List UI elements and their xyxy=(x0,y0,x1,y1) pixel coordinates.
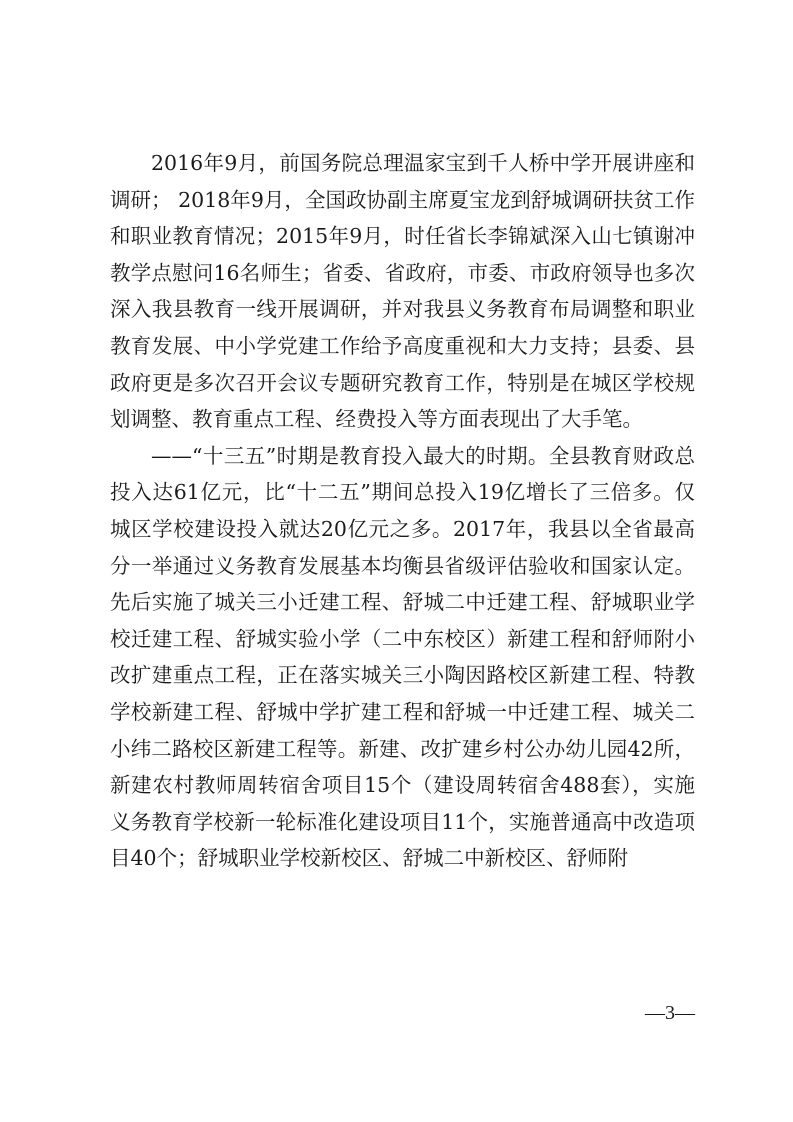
paragraph-education-investment: ——“十三五”时期是教育投入最大的时期。全县教育财政总投入达61亿元，比“十二五”期间总投入19亿增长了三倍多。仅城区学校建设投入就达20亿元之多。2017年，我县以全省最高分一举通过义务教育发展基本均衡县省级评估验收和国家认定。先后实施了城关三小迁建工程、舒城二中迁建工程、舒城职业学校迁建工程、舒城实验小学（二中东校区）新建工程和舒师附小改扩建重点工程，正在落实城关三小陶因路校区新建工程、特教学校新建工程、舒城中学扩建工程和舒城一中迁建工程、城关二小纬二路校区新建工程等。新建、改扩建乡村公办幼儿园42所，新建农村教师周转宿舍项目15个（建设周转宿舍488套），实施义务教育学校新一轮标准化建设项目11个，实施普通高中改造项目40个；舒城职业学校新校区、舒城二中新校区、舒师附 xyxy=(110,443,695,871)
document-body xyxy=(110,145,695,877)
page-number: —3— xyxy=(645,1002,695,1024)
paragraph-leaders-visits: 2016年9月，前国务院总理温家宝到千人桥中学开展讲座和调研； 2018年9月，全国政协副主席夏宝龙到舒城调研扶贫工作和职业教育情况；2015年9月，时任省长李锦斌深入山七镇谢冲教学点慰问16名师生；省委、省政府，市委、市政府领导也多次深入我县教育一线开展调研，并对我县义务教育布局调整和职业教育发展、中小学党建工作给予高度重视和大力支持；县委、县政府更是多次召开会议专题研究教育工作，特别是在城区学校规划调整、教育重点工程、经费投入等方面表现出了大手笔。 xyxy=(110,151,695,432)
